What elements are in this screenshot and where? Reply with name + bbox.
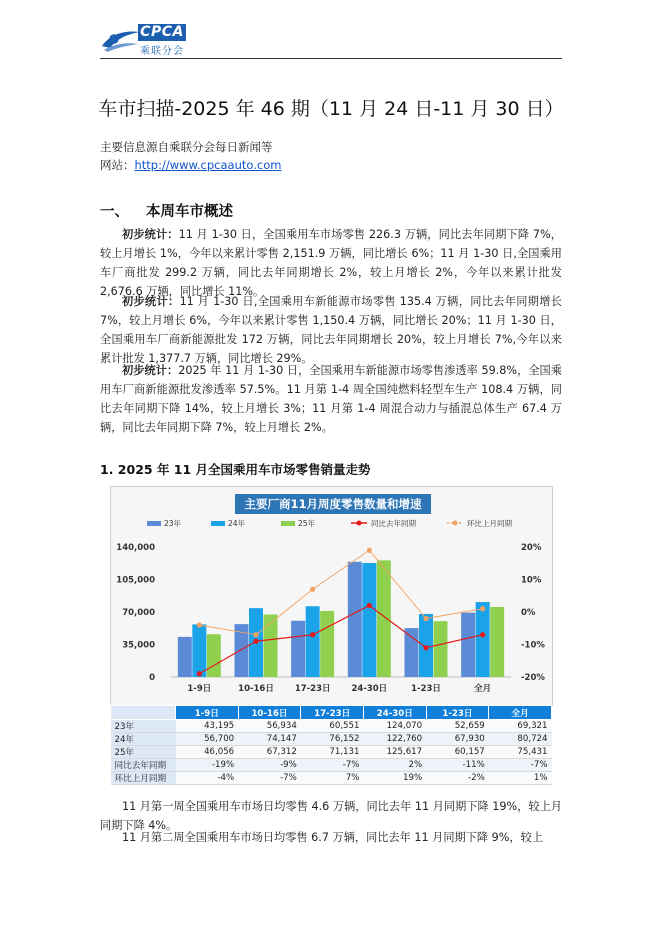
paragraph-lead: 初步统计：: [122, 228, 179, 241]
row-label: 24年: [111, 733, 176, 746]
page-header: [100, 22, 562, 59]
table-cell: -9%: [238, 759, 301, 772]
legend-marker: [453, 521, 458, 526]
bar: [461, 613, 475, 677]
line-point: [423, 645, 428, 650]
table-cell: -7%: [238, 772, 301, 785]
x-axis-tick-label: 10-16日: [238, 684, 274, 694]
table-cell: 80,724: [489, 733, 552, 746]
table-corner: [111, 706, 176, 720]
x-axis-tick-label: 全月: [474, 684, 492, 694]
table-cell: 67,312: [238, 746, 301, 759]
section-heading: [100, 200, 233, 221]
table-row: [111, 746, 552, 759]
table-cell: 122,760: [363, 733, 426, 746]
table-cell: 69,321: [489, 720, 552, 733]
section-title: 本周车市概述: [146, 204, 233, 220]
paragraph-text: 11 月 1-30 日,全国乘用车新能源市场零售 135.4 万辆，同比去年同期增长 7%，较上月增长 6%，今年以来累计零售 1,150.4 万辆，同比增长 20%；11 月 1-30 日，全国乘用车厂商新能源批发 172 万辆，同比去年同期增长 20%，较上月增长 7%,今年以来累计批发 1,377.7 万辆，同比增长 29%。: [100, 295, 562, 365]
table-cell: 60,157: [426, 746, 489, 759]
legend-swatch: [211, 521, 225, 526]
legend-swatch: [147, 521, 161, 526]
table-cell: 46,056: [176, 746, 239, 759]
bar: [405, 628, 419, 677]
website-line: [100, 157, 281, 173]
legend-swatch: [281, 521, 295, 526]
table-cell: -2%: [426, 772, 489, 785]
table-cell: 56,934: [238, 720, 301, 733]
table-cell: 19%: [363, 772, 426, 785]
table-cell: 71,131: [301, 746, 364, 759]
paragraph-nev: [100, 292, 562, 368]
table-cell: 1%: [489, 772, 552, 785]
table-header-cell: 1-23日: [426, 706, 489, 720]
table-row: [111, 772, 552, 785]
table-cell: 75,431: [489, 746, 552, 759]
paragraph-retail: [100, 225, 562, 301]
row-label: 环比上月同期: [111, 772, 176, 785]
y-axis-tick-label: 140,000: [116, 543, 155, 553]
y-axis-tick-label: 105,000: [116, 575, 155, 586]
line-point: [253, 639, 258, 644]
table-cell: -19%: [176, 759, 239, 772]
paragraph-text: 2025 年 11 月 1-30 日，全国乘用车新能源市场零售渗透率 59.8%，全国乘用车厂商新能源批发渗透率 57.5%。11 月第 1-4 周全国纯燃料轻型车生产 108.4 万辆，同比去年同期下降 14%，较上月增长 3%；11 月第 1-4 周混合动力与插混总体生产 67.4 万辆，同比去年同期下降 7%，较上月增长 2%。: [100, 364, 562, 434]
paragraph-lead: 初步统计：: [122, 364, 179, 377]
table-header-cell: 17-23日: [301, 706, 364, 720]
line-point: [197, 671, 202, 676]
line-point: [310, 587, 315, 592]
page-title: 车市扫描-2025 年 46 期（11 月 24 日-11 月 30 日）: [98, 98, 564, 120]
table-cell: 7%: [301, 772, 364, 785]
bar: [362, 563, 376, 677]
table-cell: 124,070: [363, 720, 426, 733]
y-axis-tick-label: 35,000: [122, 640, 155, 651]
table-cell: 56,700: [176, 733, 239, 746]
bar: [192, 624, 206, 677]
row-label: 同比去年同期: [111, 759, 176, 772]
paragraph-week1: 11 月第一周全国乘用车市场日均零售 4.6 万辆，同比去年 11 月同期下降 19%，较上月同期下降 4%。: [100, 800, 562, 832]
paragraph-text: 11 月 1-30 日，全国乘用车市场零售 226.3 万辆，同比去年同期下降 7%，较上月增长 1%，今年以来累计零售 2,151.9 万辆，同比增长 6%；11 月 1-30 日,全国乘用车厂商批发 299.2 万辆，同比去年同期增长 2%，较上月增长 2%，今年以来累计批发 2,676.6 万辆，同比增长 11%。: [100, 228, 562, 298]
logo-subtitle: 乘联分会: [140, 46, 184, 57]
table-header-cell: 1-9日: [176, 706, 239, 720]
bar: [178, 637, 192, 677]
table-row: [111, 720, 552, 733]
line-point: [367, 548, 372, 553]
table-cell: 76,152: [301, 733, 364, 746]
bar: [264, 614, 278, 677]
table-header-cell: 10-16日: [238, 706, 301, 720]
table-cell: 60,551: [301, 720, 364, 733]
row-label: 23年: [111, 720, 176, 733]
y2-axis-tick-label: -20%: [521, 673, 545, 683]
cpca-logo: [100, 22, 200, 56]
table-header-cell: 全月: [489, 706, 552, 720]
bar: [207, 634, 221, 677]
legend-label: 环比上月同期: [467, 519, 512, 528]
table-cell: 67,930: [426, 733, 489, 746]
x-axis-tick-label: 1-23日: [411, 684, 441, 694]
paragraph-penetration: [100, 361, 562, 437]
legend-label: 24年: [228, 519, 246, 528]
legend-label: 同比去年同期: [371, 519, 416, 528]
table-row: [111, 733, 552, 746]
y2-axis-tick-label: -10%: [521, 640, 545, 651]
paragraph-lead: 初步统计：: [122, 295, 180, 308]
paragraph-week2: 11 月第二周全国乘用车市场日均零售 6.7 万辆，同比去年 11 月同期下降 9%，较上: [122, 831, 543, 844]
bar: [377, 560, 391, 677]
weekly-retail-table: [110, 705, 552, 785]
chart-canvas: [111, 487, 552, 705]
line-point: [367, 603, 372, 608]
table-cell: 2%: [363, 759, 426, 772]
x-axis-tick-label: 17-23日: [294, 684, 331, 694]
y2-axis-tick-label: 0%: [521, 608, 536, 618]
bar: [476, 602, 490, 677]
line-point: [480, 632, 485, 637]
y2-axis-tick-label: 20%: [521, 543, 542, 553]
y-axis-tick-label: 70,000: [122, 608, 155, 618]
table-header-row: [111, 706, 552, 720]
table-cell: 43,195: [176, 720, 239, 733]
table-cell: 74,147: [238, 733, 301, 746]
bar: [306, 606, 320, 677]
legend-label: 25年: [298, 519, 316, 528]
table-cell: 52,659: [426, 720, 489, 733]
legend-label: 23年: [164, 519, 182, 528]
bar: [291, 621, 305, 677]
table-cell: 125,617: [363, 746, 426, 759]
row-label: 25年: [111, 746, 176, 759]
table-cell: -11%: [426, 759, 489, 772]
website-label: 网站：: [100, 158, 135, 172]
section-number: 一、: [100, 204, 129, 220]
bar: [434, 621, 448, 677]
bar: [348, 562, 362, 677]
table-cell: -4%: [176, 772, 239, 785]
line-point: [423, 616, 428, 621]
source-line: 主要信息源自乘联分会每日新闻等: [100, 140, 273, 154]
logo-wordmark: CPCA: [138, 24, 186, 41]
table-cell: -7%: [301, 759, 364, 772]
line-point: [480, 606, 485, 611]
y2-axis-tick-label: 10%: [521, 575, 542, 586]
bar: [320, 611, 334, 677]
subsection-heading: 1. 2025 年 11 月全国乘用车市场零售销量走势: [100, 462, 371, 477]
table-cell: -7%: [489, 759, 552, 772]
line-point: [197, 622, 202, 627]
table-row: [111, 759, 552, 772]
line-point: [310, 632, 315, 637]
x-axis-tick-label: 24-30日: [351, 684, 388, 694]
y-axis-tick-label: 0: [149, 673, 155, 683]
line-point: [253, 632, 258, 637]
table-header-cell: 24-30日: [363, 706, 426, 720]
x-axis-tick-label: 1-9日: [187, 684, 212, 694]
weekly-retail-chart: [110, 486, 553, 706]
chart-title: 主要厂商11月周度零售数量和增速: [235, 494, 431, 514]
bar: [490, 607, 504, 677]
legend-marker: [357, 521, 362, 526]
website-link[interactable]: http://www.cpcaauto.com: [134, 158, 282, 172]
